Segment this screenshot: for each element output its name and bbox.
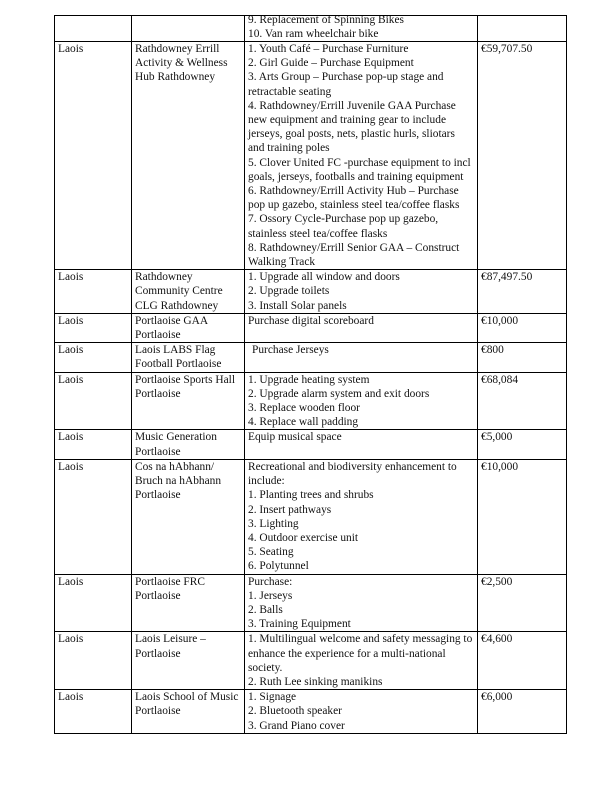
amount-cell	[478, 16, 567, 42]
list-item: 2. Upgrade toilets	[248, 285, 330, 298]
group-cell: Music Generation Portlaoise	[132, 430, 245, 459]
list-item: 7. Ossory Cycle-Purchase pop up gazebo, stainless steel tea/coffee flasks	[248, 213, 439, 240]
items-cell	[245, 430, 478, 459]
list-item: 1. Signage	[248, 691, 297, 704]
list-item: 6. Rathdowney/Errill Activity Hub – Purchase pop up gazebo, stainless steel tea/coffee flasks	[248, 185, 460, 212]
items-cell	[245, 372, 478, 430]
list-item: Purchase:	[248, 575, 293, 588]
list-item: 2. Upgrade alarm system and exit doors	[248, 387, 430, 400]
group-cell: Laois School of Music Portlaoise	[132, 690, 245, 734]
table-row	[55, 690, 567, 734]
list-item: Recreational and biodiversity enhancement to include:	[248, 460, 457, 488]
list-item: 5. Seating	[248, 546, 294, 559]
list-item: Purchase digital scoreboard	[248, 314, 374, 327]
amount-cell: €4,600	[478, 632, 567, 690]
county-cell: Laois	[55, 459, 132, 574]
list-item: 1. Jerseys	[248, 589, 293, 602]
list-item: 3. Lighting	[248, 517, 299, 530]
list-item: 1. Multilingual welcome and safety messaging to enhance the experience for a multi-national society.	[248, 633, 473, 674]
table-row	[55, 343, 567, 372]
list-item: 1. Upgrade heating system	[248, 373, 370, 386]
table-row	[55, 42, 567, 270]
amount-cell: €87,497.50	[478, 270, 567, 314]
list-item: 3. Replace wooden floor	[248, 402, 360, 415]
table-row	[55, 270, 567, 314]
table-row	[55, 632, 567, 690]
county-cell: Laois	[55, 313, 132, 342]
list-item: Purchase Jerseys	[252, 344, 329, 357]
amount-cell: €59,707.50	[478, 42, 567, 270]
group-cell: Portlaoise GAA Portlaoise	[132, 313, 245, 342]
amount-cell: €800	[478, 343, 567, 372]
county-cell: Laois	[55, 632, 132, 690]
list-item: 4. Replace wall padding	[248, 416, 359, 429]
list-item: 3. Training Equipment	[248, 618, 351, 631]
list-item: 2. Balls	[248, 603, 283, 616]
list-item: 1. Upgrade all window and doors	[248, 271, 400, 284]
county-cell: Laois	[55, 574, 132, 632]
items-cell	[245, 690, 478, 734]
county-cell: Laois	[55, 690, 132, 734]
group-cell	[132, 16, 245, 42]
items-cell	[245, 16, 478, 42]
list-item: 4. Outdoor exercise unit	[248, 531, 359, 544]
county-cell: Laois	[55, 372, 132, 430]
county-cell: Laois	[55, 430, 132, 459]
grant-table	[54, 15, 567, 734]
group-cell: Cos na hAbhann/ Bruch na hAbhann Portlaoise	[132, 459, 245, 574]
list-item: 2. Insert pathways	[248, 503, 332, 516]
table-row	[55, 372, 567, 430]
amount-cell: €6,000	[478, 690, 567, 734]
list-item: 1. Youth Café – Purchase Furniture	[248, 43, 409, 55]
group-cell: Portlaoise FRC Portlaoise	[132, 574, 245, 632]
list-item: Equip musical space	[248, 431, 342, 444]
items-cell	[245, 313, 478, 342]
list-item: 6. Polytunnel	[248, 560, 309, 573]
table-row	[55, 459, 567, 574]
items-cell	[245, 42, 478, 270]
items-cell	[245, 574, 478, 632]
group-cell: Laois Leisure – Portlaoise	[132, 632, 245, 690]
list-item: 9. Replacement of Spinning Bikes	[248, 16, 404, 26]
list-item: 1. Planting trees and shrubs	[248, 489, 374, 502]
list-item: 8. Rathdowney/Errill Senior GAA – Construct Walking Track	[248, 241, 460, 269]
list-item: 5. Clover United FC -purchase equipment to incl goals, jerseys, footballs and training equipment	[248, 156, 471, 183]
list-item: 2. Bluetooth speaker	[248, 705, 342, 718]
list-item: 3. Install Solar panels	[248, 299, 347, 312]
list-item: 3. Grand Piano cover	[248, 719, 345, 732]
table-row	[55, 313, 567, 342]
table-row	[55, 16, 567, 42]
list-item: 10. Van ram wheelchair bike	[248, 28, 379, 41]
group-cell: Rathdowney Errill Activity & Wellness Hub Rathdowney	[132, 42, 245, 270]
amount-cell: €10,000	[478, 459, 567, 574]
list-item: 3. Arts Group – Purchase pop-up stage and retractable seating	[248, 71, 444, 98]
county-cell: Laois	[55, 42, 132, 270]
items-cell	[245, 270, 478, 314]
amount-cell: €68,084	[478, 372, 567, 430]
table-row	[55, 574, 567, 632]
table-row	[55, 430, 567, 459]
items-cell	[245, 459, 478, 574]
group-cell: Laois LABS Flag Football Portlaoise	[132, 343, 245, 372]
amount-cell: €5,000	[478, 430, 567, 459]
items-cell	[245, 632, 478, 690]
list-item: 4. Rathdowney/Errill Juvenile GAA Purchase new equipment and training gear to include jerseys, goal posts, nets, plastic hurls, sliotars and training poles	[248, 99, 456, 155]
amount-cell: €10,000	[478, 313, 567, 342]
group-cell: Rathdowney Community Centre CLG Rathdowney	[132, 270, 245, 314]
county-cell: Laois	[55, 270, 132, 314]
amount-cell: €2,500	[478, 574, 567, 632]
group-cell: Portlaoise Sports Hall Portlaoise	[132, 372, 245, 430]
items-cell	[245, 343, 478, 372]
list-item: 2. Girl Guide – Purchase Equipment	[248, 57, 414, 70]
list-item: 2. Ruth Lee sinking manikins	[248, 675, 383, 688]
county-cell: Laois	[55, 343, 132, 372]
county-cell	[55, 16, 132, 42]
